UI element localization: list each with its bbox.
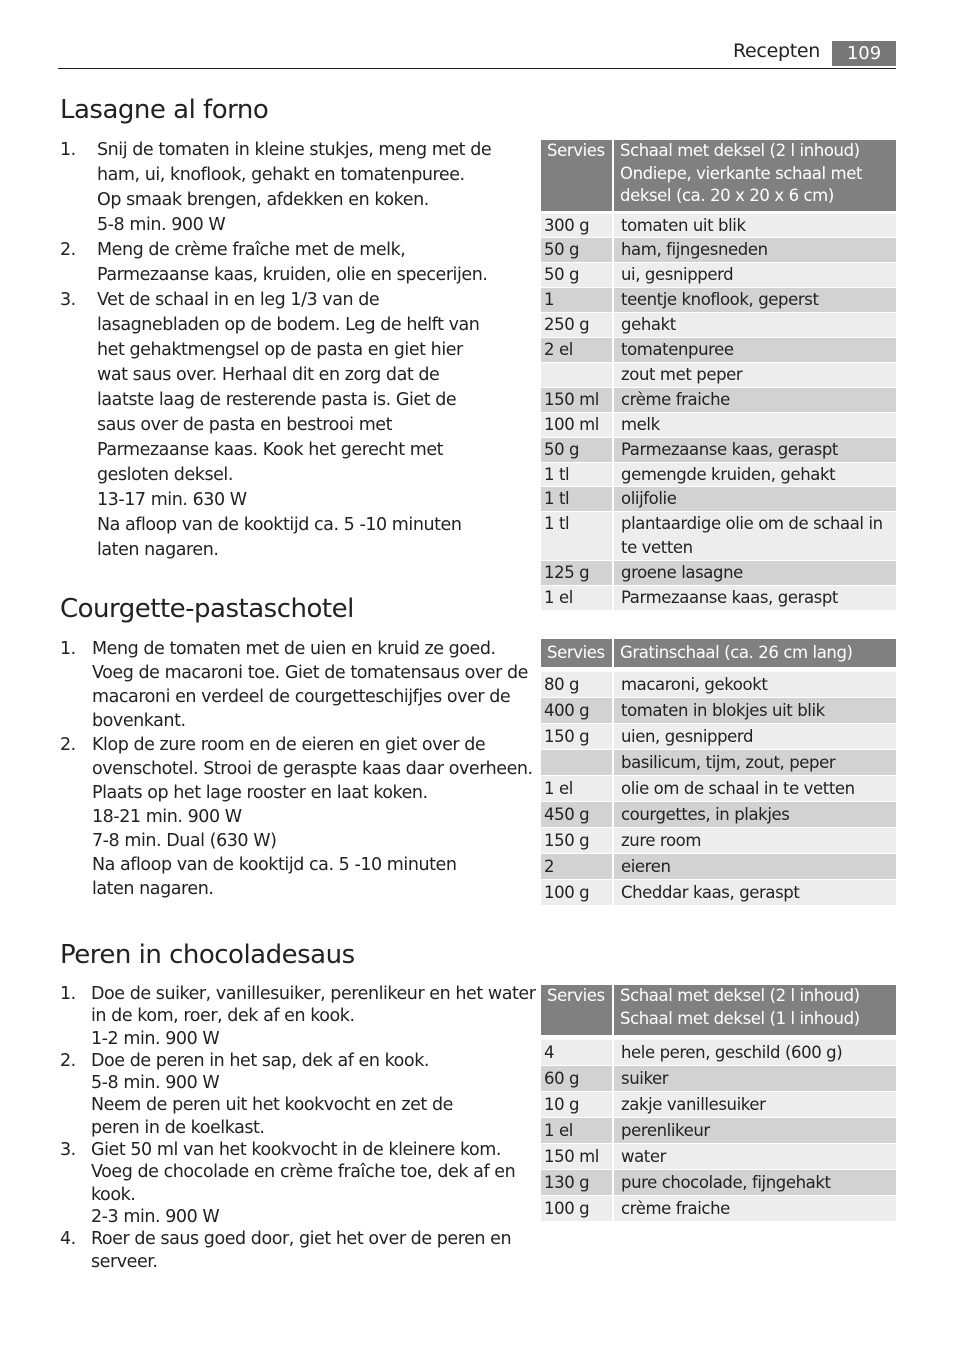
ingredient-name: hele peren, geschild (600 g) xyxy=(621,1043,843,1062)
ingredients-table xyxy=(541,639,896,906)
step-line: 5-8 min. 900 W xyxy=(91,1073,220,1094)
ingredient-name: tomaten uit blik xyxy=(621,215,746,235)
ingredient-name: groene lasagne xyxy=(621,563,743,583)
table-row xyxy=(541,338,896,362)
step-line: Voeg de macaroni toe. Giet de tomatensaus over de xyxy=(92,663,528,683)
step-line: Snij de tomaten in kleine stukjes, meng met de xyxy=(97,140,492,160)
table-row xyxy=(541,487,896,511)
ingredient-name: Parmezaanse kaas, geraspt xyxy=(621,439,839,459)
ingredient-quantity: 50 g xyxy=(541,438,614,462)
ingredient-name: olie om de schaal in te vetten xyxy=(621,779,855,798)
header-section-label: Recepten xyxy=(732,40,820,62)
table-row xyxy=(541,698,896,723)
ingredient-name: zakje vanillesuiker xyxy=(621,1095,766,1114)
table-row xyxy=(541,313,896,337)
ingredient-name: ui, gesnipperd xyxy=(621,265,734,285)
ingredients-table xyxy=(541,140,896,611)
step-line: laten nagaren. xyxy=(92,879,214,899)
ingredient-quantity: 400 g xyxy=(541,698,614,723)
table-rows xyxy=(541,672,896,905)
table-row xyxy=(541,1144,896,1169)
recipe-steps xyxy=(60,637,533,901)
table-row xyxy=(541,388,896,412)
table-header xyxy=(541,985,896,1035)
ingredient-quantity: 50 g xyxy=(541,263,614,287)
step-line: 5-8 min. 900 W xyxy=(97,215,226,235)
table-rows xyxy=(541,214,896,611)
step-line: Klop de zure room en de eieren en giet over de xyxy=(92,735,486,755)
ingredient-quantity xyxy=(541,750,614,775)
ingredient-name: zure room xyxy=(621,831,702,850)
table-row xyxy=(541,238,896,262)
table-row xyxy=(541,561,896,585)
step-line: Neem de peren uit het kookvocht en zet de xyxy=(91,1095,453,1116)
ingredient-quantity: 450 g xyxy=(541,802,614,827)
table-row xyxy=(541,1092,896,1117)
step-number: 3. xyxy=(60,290,76,310)
step-item xyxy=(60,733,533,901)
ingredient-quantity: 80 g xyxy=(541,672,614,697)
ingredient-quantity: 2 xyxy=(541,854,614,879)
step-line: Parmezaanse kaas, kruiden, olie en specerijen. xyxy=(97,265,488,285)
step-line: Meng de crème fraîche met de melk, xyxy=(97,240,406,260)
table-row xyxy=(541,288,896,312)
step-line: 13-17 min. 630 W xyxy=(97,490,247,510)
table-header xyxy=(541,140,896,211)
step-item xyxy=(60,637,530,733)
ingredient-name: zout met peper xyxy=(621,364,743,384)
table-row xyxy=(541,880,896,905)
ingredient-quantity: 125 g xyxy=(541,561,614,585)
table-row xyxy=(541,1170,896,1195)
table-row xyxy=(541,1118,896,1143)
step-line: bovenkant. xyxy=(92,711,186,731)
table-header xyxy=(541,639,896,667)
ingredient-quantity: 2 el xyxy=(541,338,614,362)
table-row xyxy=(541,586,896,610)
step-line: Op smaak brengen, afdekken en koken. xyxy=(97,190,429,210)
table-row xyxy=(541,512,896,560)
ingredient-name: teentje knoflook, geperst xyxy=(621,290,819,310)
servies-header: Servies xyxy=(541,985,614,1035)
ingredient-quantity: 300 g xyxy=(541,214,614,238)
table-rows xyxy=(541,1040,896,1221)
recipe-title: Lasagne al forno xyxy=(60,95,269,125)
step-line: macaroni en verdeel de courgetteschijfjes over de xyxy=(92,687,511,707)
ingredient-quantity: 1 xyxy=(541,288,614,312)
step-item xyxy=(60,983,536,1050)
step-line: 7-8 min. Dual (630 W) xyxy=(92,831,277,851)
step-line: Plaats op het lage rooster en laat koken. xyxy=(92,783,428,803)
ingredient-name: melk xyxy=(621,414,660,434)
step-line: kook. xyxy=(91,1184,136,1205)
ingredient-name: crème fraiche xyxy=(621,389,730,409)
step-line: Na afloop van de kooktijd ca. 5 -10 minuten xyxy=(97,515,462,535)
ingredient-name: courgettes, in plakjes xyxy=(621,805,790,824)
table-row xyxy=(541,776,896,801)
step-item xyxy=(60,138,520,238)
recipe-title: Courgette-pastaschotel xyxy=(60,594,354,624)
table-row xyxy=(541,828,896,853)
dish-header xyxy=(614,639,896,667)
ingredient-quantity: 1 el xyxy=(541,1118,614,1143)
step-line: Doe de suiker, vanillesuiker, perenlikeur en het water xyxy=(91,984,536,1004)
step-number: 1. xyxy=(60,140,76,160)
step-number: 2. xyxy=(60,1050,76,1071)
step-item xyxy=(60,1050,530,1139)
table-row xyxy=(541,1066,896,1091)
ingredient-name: gemengde kruiden, gehakt xyxy=(621,464,836,484)
table-row xyxy=(541,802,896,827)
ingredient-quantity: 10 g xyxy=(541,1092,614,1117)
step-line: Vet de schaal in en leg 1/3 van de xyxy=(97,290,380,310)
step-number: 4. xyxy=(60,1229,76,1250)
ingredient-quantity: 4 xyxy=(541,1040,614,1065)
ingredient-name: uien, gesnipperd xyxy=(621,727,754,746)
step-line: Na afloop van de kooktijd ca. 5 -10 minuten xyxy=(92,855,457,875)
ingredient-quantity: 100 g xyxy=(541,880,614,905)
recipe-steps xyxy=(60,983,536,1273)
ingredient-quantity: 60 g xyxy=(541,1066,614,1091)
ingredient-name: plantaardige olie om de schaal in te vetten xyxy=(621,514,883,558)
ingredient-quantity: 100 g xyxy=(541,1196,614,1221)
table-row xyxy=(541,263,896,287)
ingredient-quantity: 150 ml xyxy=(541,1144,614,1169)
step-line: wat saus over. Herhaal dit en zorg dat de xyxy=(97,365,440,385)
step-line: Voeg de chocolade en crème fraîche toe, dek af en xyxy=(91,1162,516,1183)
step-line: ham, ui, knoflook, gehakt en tomatenpuree. xyxy=(97,165,465,185)
step-item xyxy=(60,288,520,563)
table-row xyxy=(541,1040,896,1065)
dish-header-line: Schaal met deksel (1 l inhoud) xyxy=(620,1008,860,1028)
step-line: laten nagaren. xyxy=(97,540,219,560)
step-line: Doe de peren in het sap, dek af en kook. xyxy=(91,1050,429,1071)
step-number: 2. xyxy=(60,735,76,755)
ingredient-name: gehakt xyxy=(621,315,676,335)
page-number: 109 xyxy=(832,41,896,66)
step-number: 3. xyxy=(60,1140,76,1161)
ingredient-name: crème fraiche xyxy=(621,1199,730,1218)
step-line: peren in de koelkast. xyxy=(91,1117,265,1138)
step-line: 1-2 min. 900 W xyxy=(91,1028,220,1049)
step-line: Parmezaanse kaas. Kook het gerecht met xyxy=(97,440,444,460)
ingredients-table xyxy=(541,985,896,1222)
dish-header-line: Ondiepe, vierkante schaal met xyxy=(620,163,863,183)
table-row xyxy=(541,672,896,697)
step-line: het gehaktmengsel op de pasta en giet hier xyxy=(97,340,463,360)
step-line: 18-21 min. 900 W xyxy=(92,807,242,827)
ingredient-name: tomatenpuree xyxy=(621,340,734,360)
dish-header-line: deksel (ca. 20 x 20 x 6 cm) xyxy=(620,186,834,205)
ingredient-name: ham, fijngesneden xyxy=(621,240,768,260)
table-row xyxy=(541,413,896,437)
ingredient-name: water xyxy=(621,1147,667,1166)
ingredient-quantity: 1 tl xyxy=(541,487,614,511)
table-row xyxy=(541,214,896,238)
dish-header-line: Schaal met deksel (2 l inhoud) xyxy=(620,141,860,160)
step-number: 2. xyxy=(60,240,76,260)
step-item xyxy=(60,1228,530,1273)
ingredient-name: pure chocolade, fijngehakt xyxy=(621,1173,831,1192)
table-row xyxy=(541,854,896,879)
ingredient-name: suiker xyxy=(621,1069,669,1088)
step-line: lasagnebladen op de bodem. Leg de helft van xyxy=(97,315,480,335)
header-divider xyxy=(58,68,896,69)
servies-header: Servies xyxy=(541,639,614,667)
step-line: serveer. xyxy=(91,1251,158,1272)
ingredient-quantity: 1 tl xyxy=(541,463,614,487)
table-row xyxy=(541,438,896,462)
ingredient-quantity: 130 g xyxy=(541,1170,614,1195)
ingredient-quantity: 1 el xyxy=(541,776,614,801)
ingredient-quantity: 150 g xyxy=(541,828,614,853)
recipe-title: Peren in chocoladesaus xyxy=(60,940,355,970)
dish-header xyxy=(614,985,896,1035)
step-line: gesloten deksel. xyxy=(97,465,233,485)
step-line: Giet 50 ml van het kookvocht in de kleinere kom. xyxy=(91,1140,501,1161)
step-line: Roer de saus goed door, giet het over de peren en xyxy=(91,1229,512,1250)
ingredient-quantity: 1 el xyxy=(541,586,614,610)
table-row xyxy=(541,363,896,387)
step-item xyxy=(60,1139,530,1228)
table-row xyxy=(541,724,896,749)
step-line: ovenschotel. Strooi de geraspte kaas daar overheen. xyxy=(92,759,533,779)
step-line: laatste laag de resterende pasta is. Giet de xyxy=(97,390,457,410)
ingredient-name: tomaten in blokjes uit blik xyxy=(621,701,825,720)
table-row xyxy=(541,1196,896,1221)
dish-header-line: Schaal met deksel (2 l inhoud) xyxy=(620,986,860,1005)
recipe-steps xyxy=(60,138,520,563)
step-number: 1. xyxy=(60,984,76,1004)
table-row xyxy=(541,750,896,775)
step-number: 1. xyxy=(60,639,76,659)
ingredient-quantity: 1 tl xyxy=(541,512,614,560)
dish-header-line: Gratinschaal (ca. 26 cm lang) xyxy=(620,643,853,662)
ingredient-quantity: 100 ml xyxy=(541,413,614,437)
ingredient-quantity: 150 ml xyxy=(541,388,614,412)
step-line: in de kom, roer, dek af en kook. xyxy=(91,1006,355,1027)
step-line: 2-3 min. 900 W xyxy=(91,1206,220,1227)
dish-header xyxy=(614,140,896,211)
ingredient-name: perenlikeur xyxy=(621,1121,710,1140)
ingredient-name: olijfolie xyxy=(621,489,677,509)
step-line: Meng de tomaten met de uien en kruid ze goed. xyxy=(92,639,496,659)
ingredient-name: macaroni, gekookt xyxy=(621,675,768,694)
ingredient-name: basilicum, tijm, zout, peper xyxy=(621,753,836,772)
ingredient-name: Cheddar kaas, geraspt xyxy=(621,883,800,902)
ingredient-quantity xyxy=(541,363,614,387)
ingredient-quantity: 50 g xyxy=(541,238,614,262)
table-row xyxy=(541,463,896,487)
ingredient-quantity: 150 g xyxy=(541,724,614,749)
ingredient-name: Parmezaanse kaas, geraspt xyxy=(621,588,839,608)
step-line: saus over de pasta en bestrooi met xyxy=(97,415,393,435)
ingredient-name: eieren xyxy=(621,857,671,876)
ingredient-quantity: 250 g xyxy=(541,313,614,337)
servies-header: Servies xyxy=(541,140,614,211)
step-item xyxy=(60,238,520,288)
